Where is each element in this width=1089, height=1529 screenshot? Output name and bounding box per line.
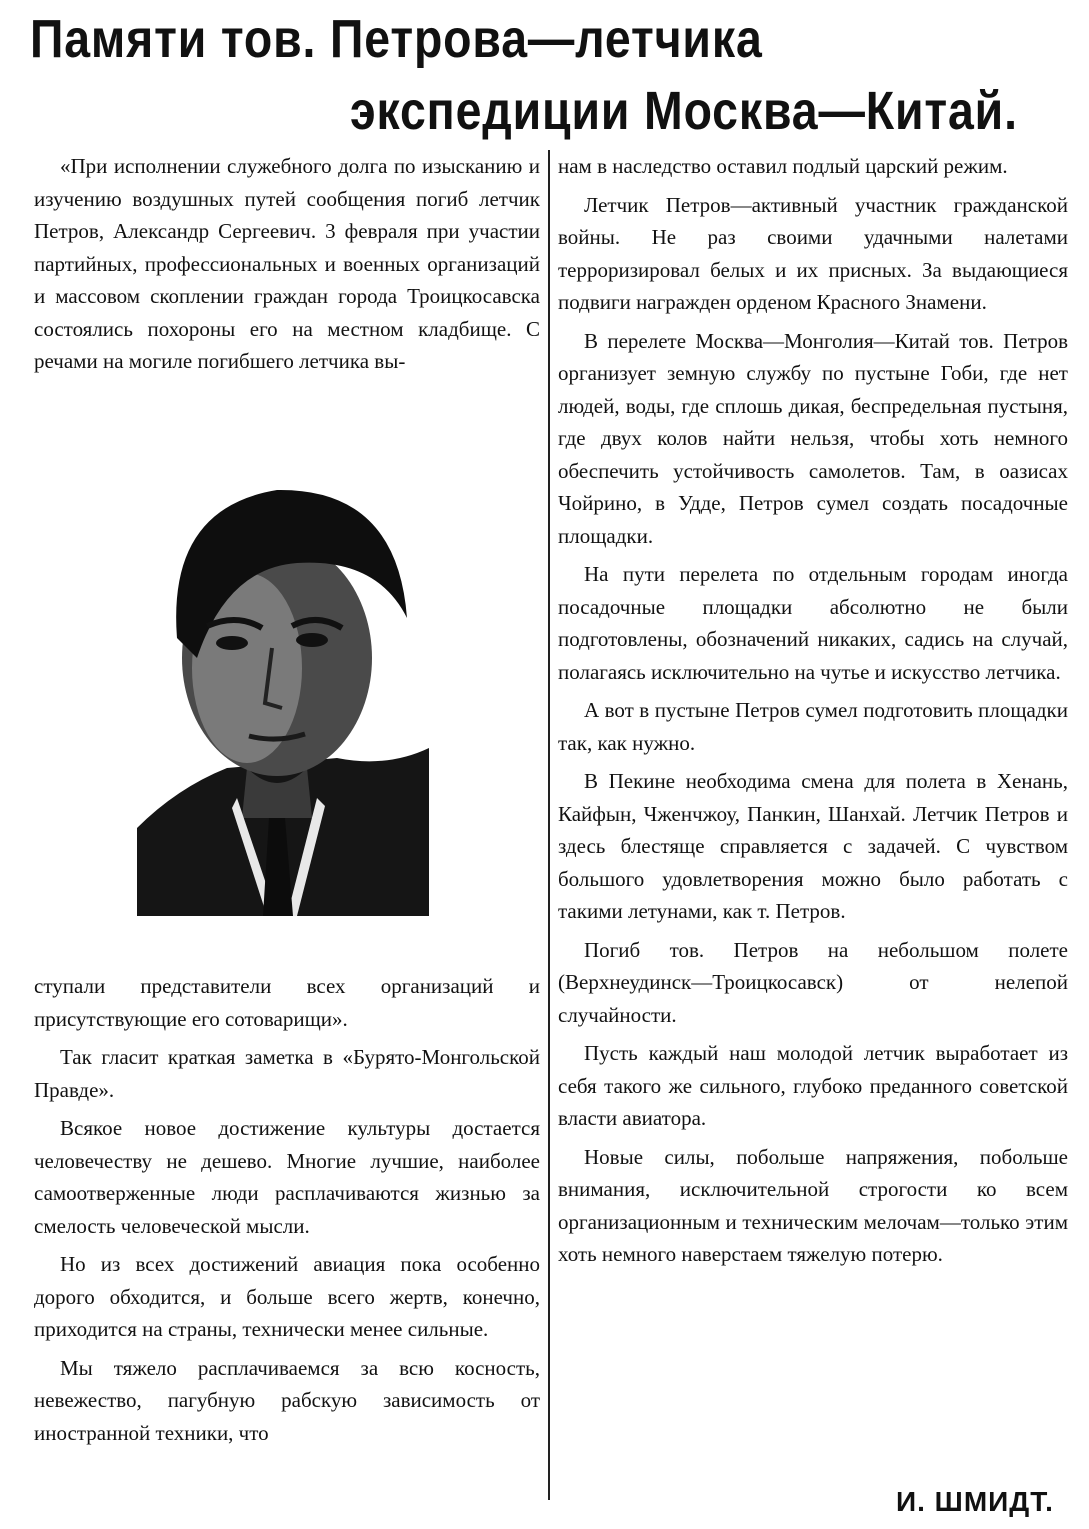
- article-paragraph: Пусть каждый наш молодой летчик выработает из себя такого же сильного, глубоко преданного советской власти авиатора.: [558, 1041, 1068, 1130]
- article-paragraph: Так гласит краткая заметка в «Бурято-Монгольской Правде».: [34, 1045, 540, 1102]
- headline-line-1: Памяти тов. Петрова—летчика: [30, 9, 763, 69]
- left-column-bottom: [34, 970, 540, 1455]
- article-paragraph: А вот в пустыне Петров сумел подготовить площадки так, как нужно.: [558, 698, 1068, 755]
- left-column-top: [34, 150, 540, 384]
- article-paragraph: Всякое новое достижение культуры достается человечеству не дешево. Многие лучшие, наиболее самоотверженные люди расплачиваются жизнью за смелость человеческой мысли.: [34, 1116, 540, 1238]
- author-signature: И. ШМИДТ.: [896, 1486, 1054, 1517]
- column-divider: [548, 150, 550, 1500]
- article-paragraph: Летчик Петров—активный участник гражданской войны. Не раз своими удачными налетами терроризировал белых и их присных. За выдающиеся подвиги награжден орденом Красного Знамени.: [558, 192, 1068, 314]
- headline-line-2: экспедиции Москва—Китай.: [350, 81, 1018, 141]
- article-paragraph: На пути перелета по отдельным городам иногда посадочные площадки абсолютно не были подготовлены, обозначений никаких, садись на случай, полагаясь исключительно на чутье и искусство летчика.: [558, 562, 1068, 684]
- article-paragraph: Погиб тов. Петров на небольшом полете (Верхнеудинск—Троицкосавск) от нелепой случайности.: [558, 937, 1068, 1027]
- article-paragraph: Но из всех достижений авиация пока особенно дорого обходится, и больше всего жертв, конечно, приходится на страны, технически менее сильные.: [34, 1252, 540, 1341]
- pilot-portrait-photo: [137, 468, 429, 916]
- right-column: [558, 150, 1068, 1277]
- article-paragraph: Новые силы, побольше напряжения, побольше внимания, исключительной строгости ко всем организационным и техническим мелочам—только этим хоть немного наверстаем тяжелую потерю.: [558, 1144, 1068, 1266]
- article-paragraph: ступали представители всех организаций и присутствующие его сотоварищи».: [34, 974, 540, 1031]
- article-paragraph: «При исполнении служебного долга по изысканию и изучению воздушных путей сообщения погиб летчик Петров, Александр Сергеевич. 3 февраля при участии партийных, профессиональных и военных организаций и массовом скоплении граждан города Троицкосавска состоялись похороны его на местном кладбище. С речами на могиле погибшего летчика вы-: [34, 154, 540, 373]
- article-paragraph: нам в наследство оставил подлый царский режим.: [558, 154, 1008, 178]
- article-paragraph: Мы тяжело расплачиваемся за всю косность, невежество, пагубную рабскую зависимость от иностранной техники, что: [34, 1355, 540, 1445]
- portrait-drawing: [137, 468, 429, 916]
- article-paragraph: В Пекине необходима смена для полета в Хенань, Кайфын, Чженчжоу, Панкин, Шанхай. Летчик Петров и здесь блестяще справляется с задачей. С чувством большого удовлетворения можно было работать с такими летунами, как т. Петров.: [558, 769, 1068, 923]
- article-paragraph: В перелете Москва—Монголия—Китай тов. Петров организует земную службу по пустыне Гоби, где нет людей, воды, где сплошь дикая, беспредельная пустыня, где двух колов найти нельзя, чтобы хоть немного обеспечить устойчивость самолетов. Там, в оазисах Чойрино, в Удде, Петров сумел создать посадочные площадки.: [558, 328, 1068, 548]
